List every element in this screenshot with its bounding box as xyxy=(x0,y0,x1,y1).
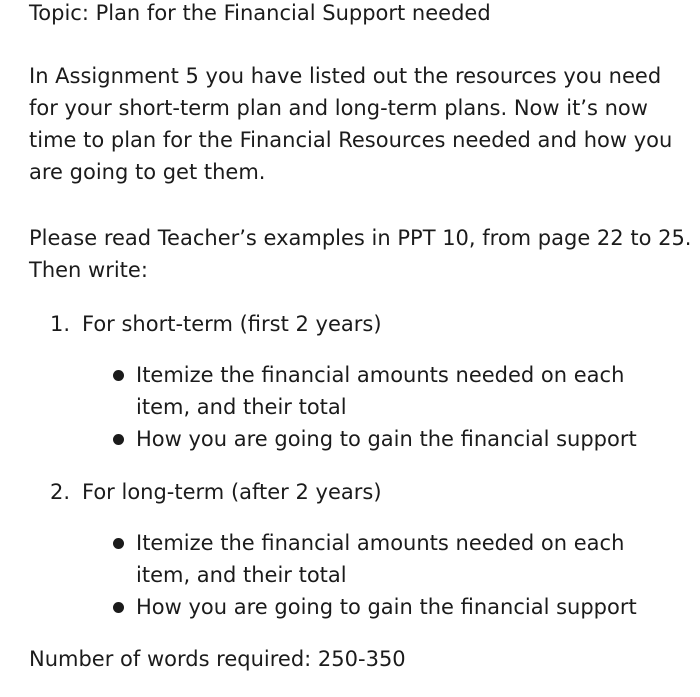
list-number: 1. xyxy=(50,312,71,336)
intro-line: time to plan for the Financial Resources needed and how you xyxy=(29,128,673,152)
bullet-icon xyxy=(113,434,124,445)
intro-line: are going to get them. xyxy=(29,160,266,184)
bullet-icon xyxy=(113,602,124,613)
bullet-icon xyxy=(113,370,124,381)
word-count-requirement: Number of words required: 250-350 xyxy=(29,647,406,671)
list-number: 2. xyxy=(50,480,71,504)
intro-line: In Assignment 5 you have listed out the resources you need xyxy=(29,64,662,88)
bullet-line: Itemize the financial amounts needed on each xyxy=(136,531,625,555)
list-item-title: For short-term (first 2 years) xyxy=(82,312,382,336)
intro-line: for your short-term plan and long-term plans. Now it’s now xyxy=(29,96,648,120)
instructions-line: Please read Teacher’s examples in PPT 10, from page 22 to 25. xyxy=(29,226,692,250)
topic-heading: Topic: Plan for the Financial Support needed xyxy=(29,1,491,25)
bullet-line: How you are going to gain the financial support xyxy=(136,595,637,619)
bullet-line: item, and their total xyxy=(136,563,347,587)
instructions-line: Then write: xyxy=(29,258,148,282)
bullet-icon xyxy=(113,538,124,549)
bullet-line: How you are going to gain the financial support xyxy=(136,427,637,451)
bullet-line: Itemize the financial amounts needed on each xyxy=(136,363,625,387)
list-item-title: For long-term (after 2 years) xyxy=(82,480,382,504)
bullet-line: item, and their total xyxy=(136,395,347,419)
